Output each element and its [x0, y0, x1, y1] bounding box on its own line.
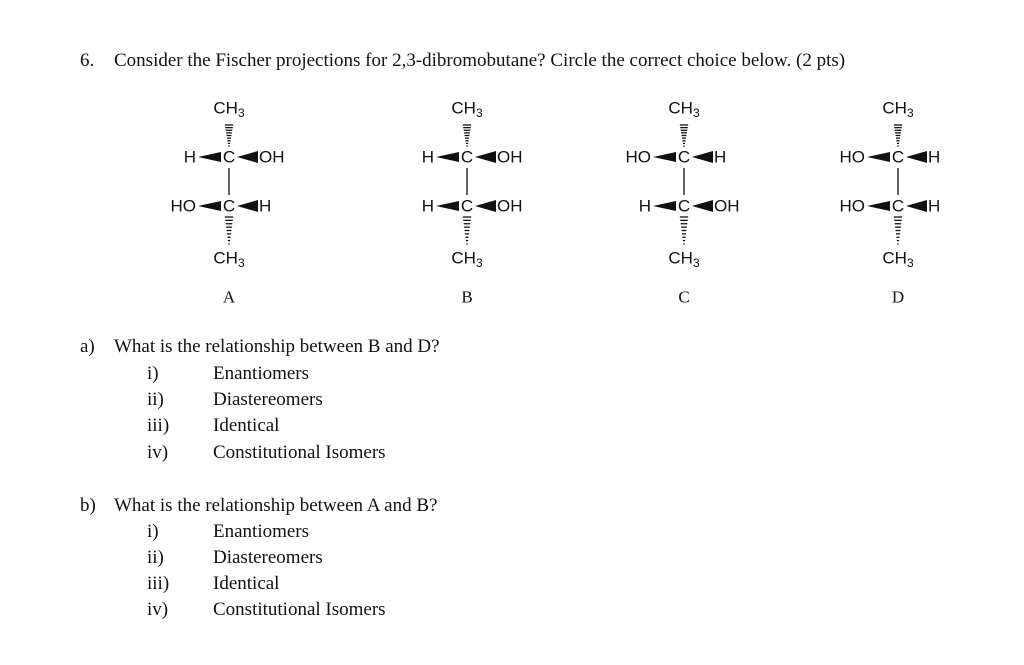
left-substituent-2: H: [638, 196, 651, 216]
right-wedge-bond-2: [906, 200, 927, 212]
option-number: ii): [147, 389, 164, 410]
option-text: Constitutional Isomers: [213, 442, 386, 463]
molecule-label: C: [678, 287, 690, 307]
carbon-1-label: C: [460, 147, 474, 167]
part-b-letter: b): [80, 495, 96, 516]
part-a-letter: a): [80, 336, 95, 357]
bottom-hashed-bond: [894, 217, 902, 244]
bottom-hashed-bond: [225, 217, 233, 244]
bottom-methyl-label: $CH_3$: [213, 248, 245, 270]
right-wedge-bond-2: [475, 200, 496, 212]
carbon-1-label: C: [677, 147, 691, 167]
fischer-molecule-d: [840, 99, 941, 307]
left-wedge-bond-2: [198, 201, 221, 211]
carbon-2-label: C: [222, 196, 236, 216]
option-text: Identical: [213, 573, 280, 594]
option-number: iv): [147, 599, 169, 620]
carbon-1-label: C: [891, 147, 905, 167]
top-hashed-bond: [225, 125, 233, 146]
bottom-methyl-label: $CH_3$: [668, 248, 700, 270]
top-methyl-label: $CH_3$: [213, 98, 245, 120]
option-text: Diastereomers: [213, 547, 323, 568]
right-substituent-2: H: [928, 196, 941, 216]
bottom-hashed-bond: [463, 217, 471, 244]
left-substituent-1: H: [421, 147, 434, 167]
left-wedge-bond-2: [867, 201, 890, 211]
right-substituent-1: OH: [259, 147, 285, 167]
right-wedge-bond-1: [692, 151, 713, 163]
right-substituent-2: OH: [497, 196, 523, 216]
right-wedge-bond-1: [237, 151, 258, 163]
top-hashed-bond: [894, 125, 902, 146]
bottom-hashed-bond: [680, 217, 688, 244]
option-text: Constitutional Isomers: [213, 599, 386, 620]
right-wedge-bond-2: [237, 200, 258, 212]
left-wedge-bond-1: [436, 152, 459, 162]
carbon-2-label: C: [677, 196, 691, 216]
top-methyl-label: $CH_3$: [882, 98, 914, 120]
option-number: iii): [147, 415, 170, 436]
left-wedge-bond-1: [653, 152, 676, 162]
top-hashed-bond: [463, 125, 471, 146]
left-substituent-1: H: [183, 147, 196, 167]
right-substituent-2: H: [259, 196, 272, 216]
left-wedge-bond-1: [198, 152, 221, 162]
option-text: Enantiomers: [213, 521, 310, 542]
option-number: ii): [147, 547, 164, 568]
part-b: [80, 495, 680, 635]
left-substituent-2: HO: [839, 196, 865, 216]
option-number: i): [147, 521, 159, 542]
right-wedge-bond-1: [906, 151, 927, 163]
option-text: Identical: [213, 415, 280, 436]
top-hashed-bond: [680, 125, 688, 146]
right-wedge-bond-1: [475, 151, 496, 163]
left-substituent-2: HO: [170, 196, 196, 216]
part-b-question: What is the relationship between A and B?: [114, 495, 438, 516]
top-methyl-label: $CH_3$: [668, 98, 700, 120]
bottom-methyl-label: $CH_3$: [882, 248, 914, 270]
molecule-label: B: [461, 287, 473, 307]
molecule-label: D: [891, 287, 905, 307]
option-number: iv): [147, 442, 169, 463]
question-text: Consider the Fischer projections for 2,3-dibromobutane? Circle the correct choice below. (2 pts): [114, 50, 846, 71]
fischer-molecule-c: [626, 99, 740, 307]
fischer-molecule-b: [422, 99, 523, 307]
left-substituent-1: HO: [839, 147, 865, 167]
right-substituent-2: OH: [714, 196, 740, 216]
right-substituent-1: OH: [497, 147, 523, 167]
question-number: 6.: [80, 50, 95, 71]
part-a-question: What is the relationship between B and D?: [114, 336, 440, 357]
left-substituent-1: HO: [625, 147, 651, 167]
left-wedge-bond-1: [867, 152, 890, 162]
bottom-methyl-label: $CH_3$: [451, 248, 483, 270]
option-number: iii): [147, 573, 170, 594]
top-methyl-label: $CH_3$: [451, 98, 483, 120]
right-substituent-1: H: [714, 147, 727, 167]
left-wedge-bond-2: [436, 201, 459, 211]
option-number: i): [147, 363, 159, 384]
carbon-2-label: C: [460, 196, 474, 216]
left-wedge-bond-2: [653, 201, 676, 211]
molecule-label: A: [222, 287, 236, 307]
left-substituent-2: H: [421, 196, 434, 216]
fischer-molecule-a: [171, 99, 285, 307]
option-text: Diastereomers: [213, 389, 323, 410]
part-a: [80, 336, 680, 476]
carbon-2-label: C: [891, 196, 905, 216]
right-substituent-1: H: [928, 147, 941, 167]
fischer-projections-figure: [0, 0, 1024, 320]
right-wedge-bond-2: [692, 200, 713, 212]
carbon-1-label: C: [222, 147, 236, 167]
option-text: Enantiomers: [213, 363, 310, 384]
